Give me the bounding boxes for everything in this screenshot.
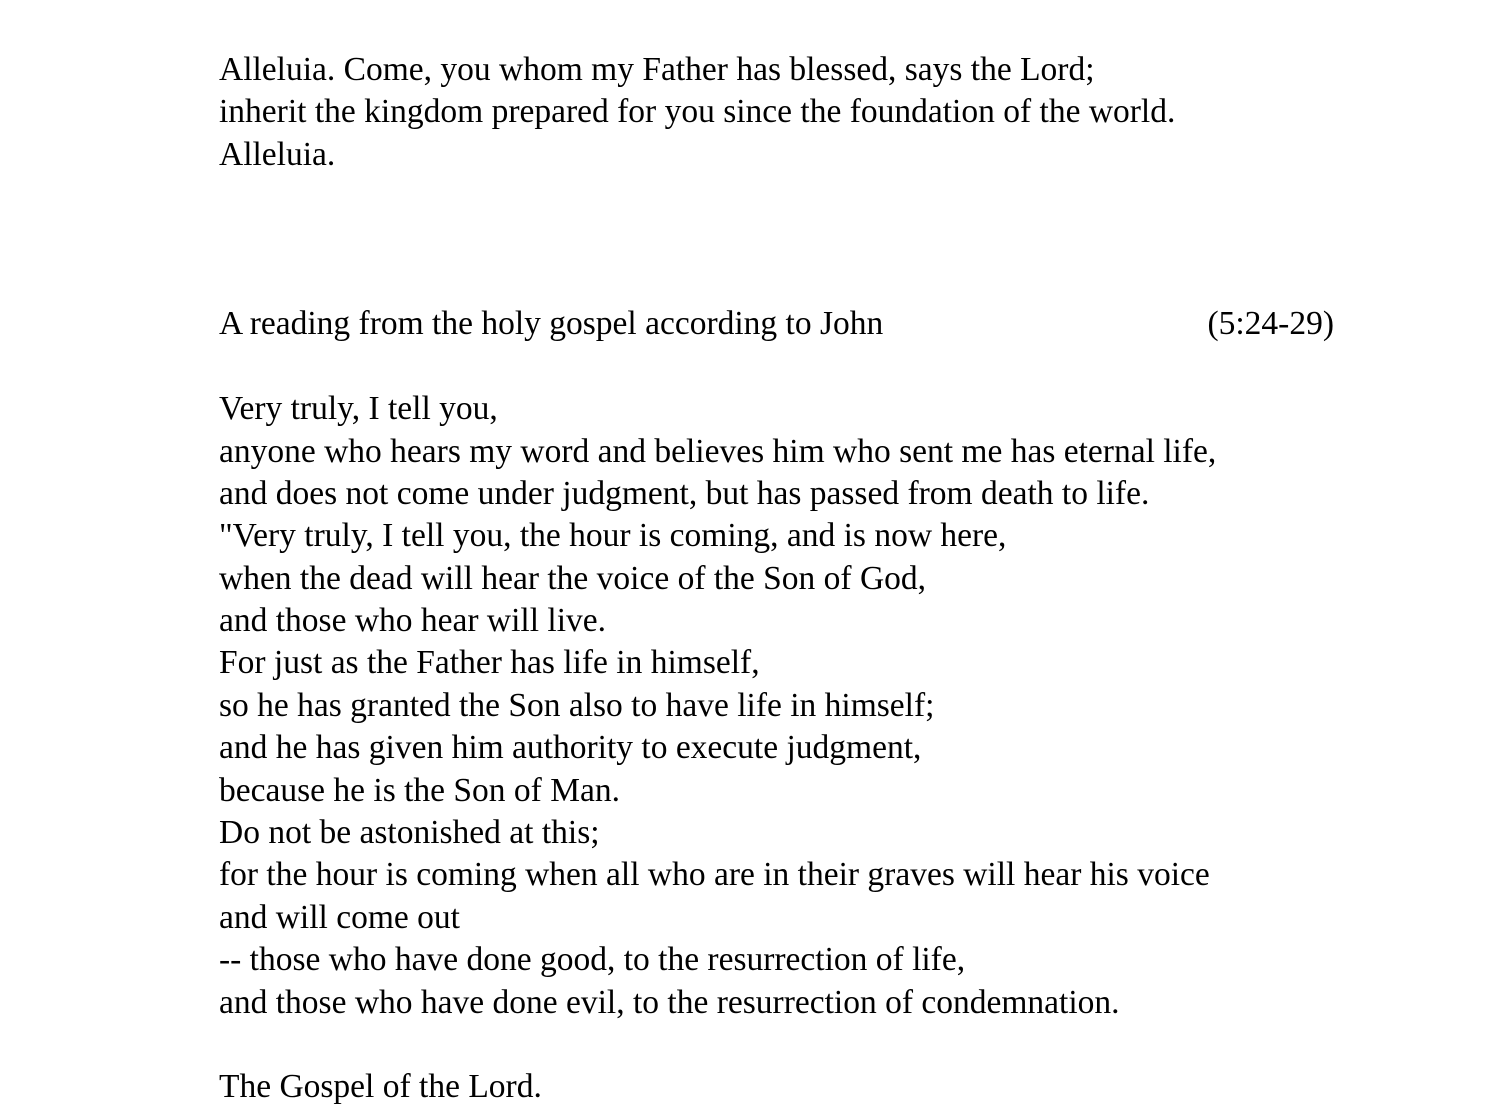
gospel-closing: The Gospel of the Lord. bbox=[219, 1068, 542, 1106]
gospel-line: anyone who hears my word and believes him who sent me has eternal life, bbox=[219, 432, 1217, 470]
gospel-line: For just as the Father has life in himself, bbox=[219, 644, 760, 682]
blank-space bbox=[219, 346, 1334, 388]
gospel-line: for the hour is coming when all who are in their graves will hear his voice bbox=[219, 856, 1210, 894]
blank-space bbox=[219, 1024, 1334, 1066]
gospel-line: and will come out bbox=[219, 898, 460, 936]
acclamation-line: Alleluia. bbox=[219, 135, 336, 173]
blank-space bbox=[219, 261, 1334, 303]
reading-announcement: A reading from the holy gospel according to John bbox=[219, 305, 884, 343]
scripture-reference: (5:24-29) bbox=[1207, 305, 1334, 343]
gospel-line: and those who hear will live. bbox=[219, 602, 607, 640]
gospel-text bbox=[219, 388, 1334, 1024]
gospel-line: -- those who have done good, to the resurrection of life, bbox=[219, 941, 966, 979]
gospel-line: because he is the Son of Man. bbox=[219, 771, 620, 809]
reading-heading bbox=[219, 303, 1334, 345]
gospel-line: Very truly, I tell you, bbox=[219, 390, 498, 428]
gospel-line: Do not be astonished at this; bbox=[219, 814, 600, 852]
gospel-line: "Very truly, I tell you, the hour is coming, and is now here, bbox=[219, 517, 1007, 555]
acclamation-line: inherit the kingdom prepared for you since the foundation of the world. bbox=[219, 93, 1176, 131]
gospel-line: when the dead will hear the voice of the Son of God, bbox=[219, 559, 927, 597]
gospel-line: and those who have done evil, to the resurrection of condemnation. bbox=[219, 983, 1120, 1021]
gospel-line: and does not come under judgment, but has passed from death to life. bbox=[219, 474, 1150, 512]
gospel-line: and he has given him authority to execute judgment, bbox=[219, 729, 922, 767]
acclamation-line: Alleluia. Come, you whom my Father has blessed, says the Lord; bbox=[219, 51, 1095, 88]
blank-space bbox=[219, 176, 1334, 261]
document-page bbox=[219, 49, 1334, 1109]
gospel-line: so he has granted the Son also to have life in himself; bbox=[219, 686, 935, 724]
gospel-acclamation bbox=[219, 49, 1334, 176]
